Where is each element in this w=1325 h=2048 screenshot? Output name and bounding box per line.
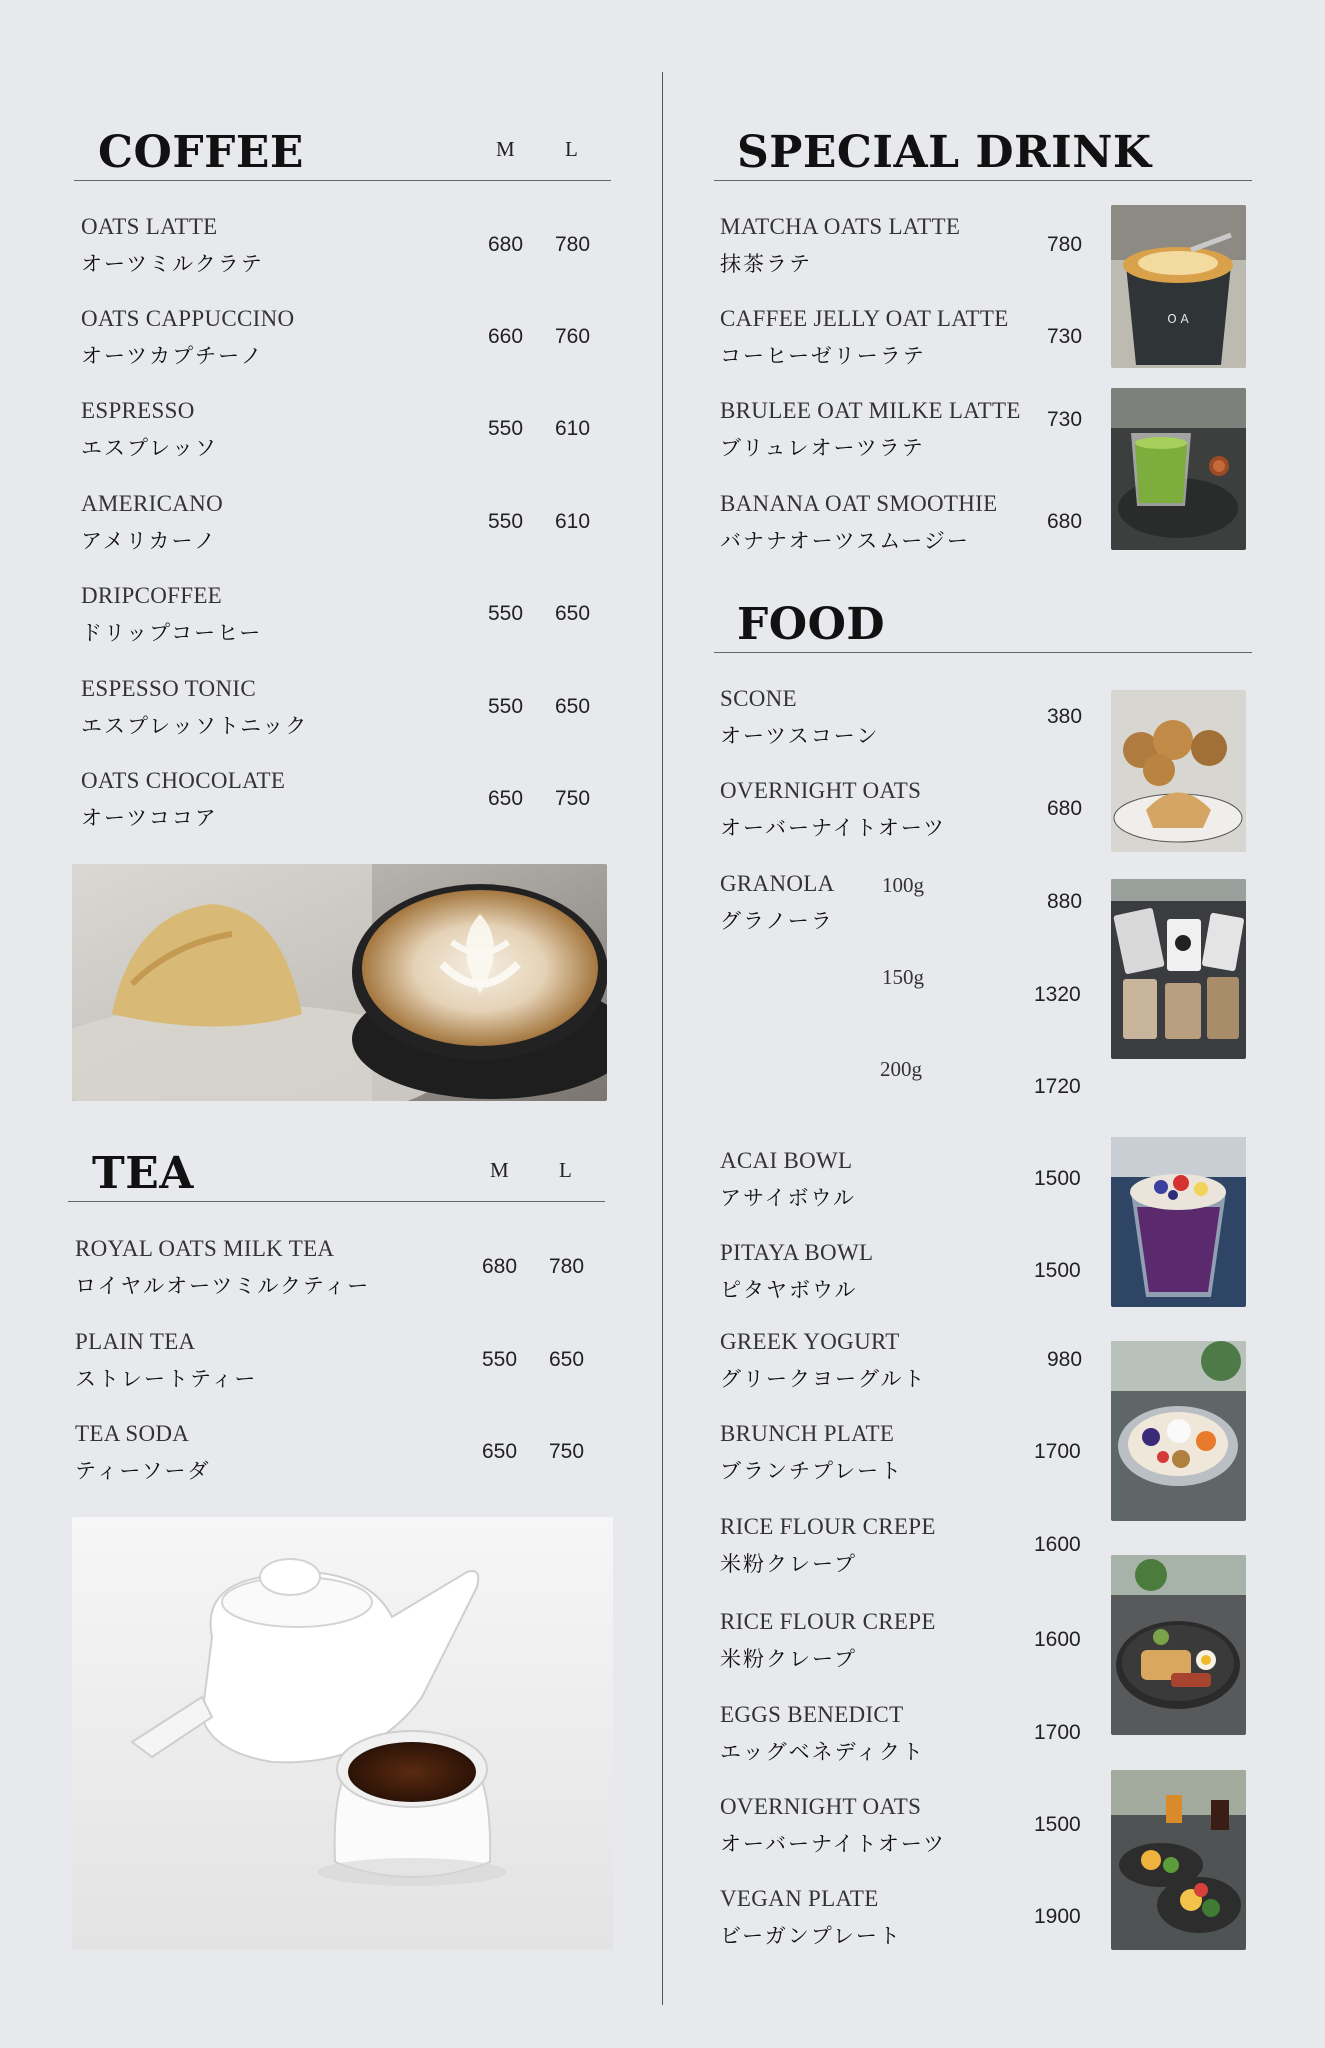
price: 380 — [1047, 705, 1083, 728]
matcha-latte-photo — [1111, 388, 1246, 550]
item-name-en: OATS LATTE — [81, 214, 218, 239]
item-name-jp: オーツスコーン — [720, 724, 880, 748]
price: 1500 — [1034, 1167, 1081, 1190]
item-name-jp: アメリカーノ — [81, 529, 218, 553]
item-name-en: MATCHA OATS LATTE — [720, 214, 961, 239]
menu-item — [81, 491, 611, 565]
menu-item — [720, 1886, 1081, 1960]
item-name-en: PITAYA BOWL — [720, 1240, 874, 1265]
price: 980 — [1047, 1348, 1083, 1371]
granola-price: 1720 — [1034, 1075, 1081, 1098]
price-l: 750 — [549, 1440, 585, 1463]
item-name-en: BANANA OAT SMOOTHIE — [720, 491, 998, 516]
price-l: 650 — [549, 1348, 585, 1371]
brulee-latte-photo — [1111, 205, 1246, 368]
price-m: 550 — [488, 510, 524, 533]
item-name-en: GRANOLA — [720, 871, 835, 896]
item-name-jp: バナナオーツスムージー — [720, 529, 970, 553]
price: 680 — [1047, 797, 1083, 820]
price-l: 650 — [555, 695, 591, 718]
item-name-en: ESPRESSO — [81, 398, 195, 423]
teapot-photo — [72, 1517, 613, 1949]
item-name-jp: オーツミルクラテ — [81, 252, 264, 276]
vegan-plate-image — [1111, 1770, 1246, 1950]
menu-item — [720, 686, 1083, 760]
item-name-jp: エッグベネディクト — [720, 1740, 925, 1764]
item-name-jp: ロイヤルオーツミルクティー — [75, 1274, 371, 1298]
latte-scone-image — [72, 864, 607, 1101]
item-name-jp: ドリップコーヒー — [81, 621, 263, 645]
menu-item — [75, 1421, 605, 1495]
item-name-en: GREEK YOGURT — [720, 1329, 900, 1354]
item-name-jp: コーヒーゼリーラテ — [720, 344, 926, 368]
item-name-jp: ピタヤボウル — [720, 1278, 858, 1302]
coffee-header — [74, 100, 611, 181]
price-l: 650 — [555, 602, 591, 625]
granola-photo — [1111, 879, 1246, 1059]
menu-item — [720, 1514, 1081, 1588]
brulee-latte-image — [1111, 205, 1246, 368]
granola-price: 1320 — [1034, 983, 1081, 1006]
coffee-size-m: M — [496, 137, 515, 161]
price-m: 660 — [488, 325, 524, 348]
scone-photo — [1111, 690, 1246, 852]
svg-text:O A: O A — [1167, 312, 1189, 326]
menu-item — [720, 214, 1083, 288]
item-name-jp: ビーガンプレート — [720, 1924, 902, 1948]
item-name-en: EGGS BENEDICT — [720, 1702, 904, 1727]
item-name-en: OATS CAPPUCCINO — [81, 306, 295, 331]
yogurt-bowl-photo — [1111, 1341, 1246, 1521]
price-l: 610 — [555, 417, 591, 440]
item-name-en: TEA SODA — [75, 1421, 190, 1446]
menu-item — [81, 306, 611, 380]
menu-item — [720, 1794, 1081, 1868]
item-name-en: RICE FLOUR CREPE — [720, 1514, 936, 1539]
menu-item — [720, 1329, 1083, 1403]
menu-item-granola — [720, 871, 1083, 1111]
menu-item — [81, 583, 611, 657]
price: 1700 — [1034, 1440, 1081, 1463]
item-name-jp: ティーソーダ — [75, 1459, 211, 1483]
granola-image — [1111, 879, 1246, 1059]
price: 730 — [1047, 325, 1083, 348]
price-l: 610 — [555, 510, 591, 533]
scone-image — [1111, 690, 1246, 852]
menu-item — [75, 1236, 605, 1310]
item-name-jp: オーバーナイトオーツ — [720, 816, 947, 840]
item-name-en: ACAI BOWL — [720, 1148, 853, 1173]
brunch-plate-image — [1111, 1555, 1246, 1735]
price-m: 680 — [488, 233, 524, 256]
item-name-jp: グラノーラ — [720, 909, 834, 933]
item-name-jp: 抹茶ラテ — [720, 252, 812, 276]
price: 1700 — [1034, 1721, 1081, 1744]
item-name-en: VEGAN PLATE — [720, 1886, 879, 1911]
menu-item — [81, 214, 611, 288]
item-name-jp: アサイボウル — [720, 1186, 856, 1210]
price-l: 780 — [549, 1255, 585, 1278]
tea-title: TEA — [92, 1148, 194, 1199]
teapot-image — [72, 1517, 613, 1949]
menu-item — [720, 1148, 1081, 1222]
item-name-en: BRUNCH PLATE — [720, 1421, 895, 1446]
food-title: FOOD — [737, 599, 886, 650]
price-m: 680 — [482, 1255, 518, 1278]
item-name-en: RICE FLOUR CREPE — [720, 1609, 936, 1634]
price-m: 550 — [488, 602, 524, 625]
menu-item — [720, 1240, 1081, 1314]
menu-item — [75, 1329, 605, 1403]
brunch-plate-photo — [1111, 1555, 1246, 1735]
tea-header — [68, 1120, 605, 1202]
coffee-title: COFFEE — [98, 127, 304, 178]
item-name-en: PLAIN TEA — [75, 1329, 196, 1354]
item-name-en: SCONE — [720, 686, 797, 711]
coffee-size-l: L — [565, 137, 578, 161]
item-name-jp: 米粉クレープ — [720, 1552, 857, 1576]
menu-item — [720, 398, 1083, 472]
item-name-jp: グリークヨーグルト — [720, 1367, 927, 1391]
price-m: 650 — [488, 787, 524, 810]
price-l: 750 — [555, 787, 591, 810]
item-name-jp: ブリュレオーツラテ — [720, 436, 925, 460]
granola-price: 880 — [1047, 890, 1083, 913]
menu-item — [81, 768, 611, 842]
menu-item — [720, 306, 1083, 380]
tea-size-m: M — [490, 1158, 509, 1182]
price: 1500 — [1034, 1813, 1081, 1836]
item-name-jp: ブランチプレート — [720, 1459, 904, 1483]
tea-size-l: L — [559, 1158, 572, 1182]
latte-scone-photo — [72, 864, 607, 1101]
menu-item — [720, 778, 1083, 852]
food-header — [714, 572, 1252, 653]
price-m: 650 — [482, 1440, 518, 1463]
item-name-en: AMERICANO — [81, 491, 223, 516]
item-name-jp: オーバーナイトオーツ — [720, 1832, 947, 1856]
item-name-en: ROYAL OATS MILK TEA — [75, 1236, 335, 1261]
item-name-jp: エスプレッソトニック — [81, 714, 309, 738]
column-divider — [662, 72, 663, 2005]
item-name-jp: ストレートティー — [75, 1367, 258, 1391]
vegan-plate-photo — [1111, 1770, 1246, 1950]
granola-weight: 100g — [882, 873, 924, 897]
item-name-en: OATS CHOCOLATE — [81, 768, 286, 793]
menu-item — [720, 491, 1083, 565]
item-name-en: OVERNIGHT OATS — [720, 778, 922, 803]
yogurt-bowl-image — [1111, 1341, 1246, 1521]
acai-bowl-image — [1111, 1137, 1246, 1307]
item-name-jp: エスプレッソ — [81, 436, 218, 460]
item-name-en: ESPESSO TONIC — [81, 676, 256, 701]
price-m: 550 — [488, 695, 524, 718]
special-drink-header — [714, 100, 1252, 181]
menu-item — [720, 1609, 1081, 1683]
price: 680 — [1047, 510, 1083, 533]
price: 730 — [1047, 408, 1083, 431]
price: 780 — [1047, 233, 1083, 256]
menu-item — [720, 1702, 1081, 1776]
acai-bowl-photo — [1111, 1137, 1246, 1307]
item-name-jp: オーツココア — [81, 806, 218, 830]
price: 1500 — [1034, 1259, 1081, 1282]
item-name-en: CAFFEE JELLY OAT LATTE — [720, 306, 1009, 331]
item-name-en: DRIPCOFFEE — [81, 583, 223, 608]
item-name-en: BRULEE OAT MILKE LATTE — [720, 398, 1021, 423]
price: 1900 — [1034, 1905, 1081, 1928]
price: 1600 — [1034, 1628, 1081, 1651]
menu-item — [81, 398, 611, 472]
special-drink-title: SPECIAL DRINK — [737, 127, 1152, 178]
price: 1600 — [1034, 1533, 1081, 1556]
item-name-jp: オーツカプチーノ — [81, 344, 264, 368]
item-name-en: OVERNIGHT OATS — [720, 1794, 922, 1819]
price-l: 760 — [555, 325, 591, 348]
item-name-jp: 米粉クレープ — [720, 1647, 857, 1671]
granola-weight: 200g — [880, 1057, 922, 1081]
price-m: 550 — [482, 1348, 518, 1371]
menu-item — [81, 676, 611, 750]
granola-weight: 150g — [882, 965, 924, 989]
price-m: 550 — [488, 417, 524, 440]
menu-item — [720, 1421, 1081, 1495]
matcha-latte-image — [1111, 388, 1246, 550]
price-l: 780 — [555, 233, 591, 256]
